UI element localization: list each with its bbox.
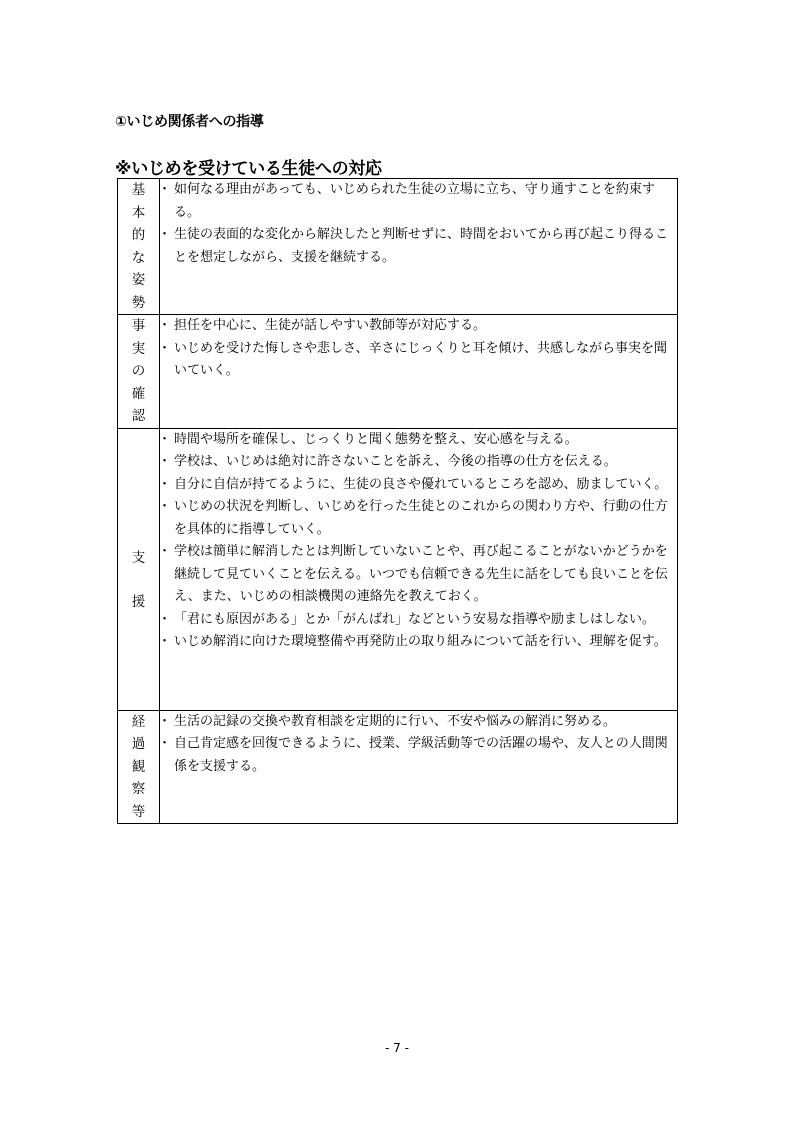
heading-char: 本 bbox=[131, 204, 146, 221]
list-item: ・ 時間や場所を確保し、じっくりと聞く態勢を整え、安心感を与える。 bbox=[160, 429, 677, 452]
heading-char: な bbox=[131, 249, 146, 266]
section-title: ①いじめ関係者への指導 bbox=[115, 114, 264, 130]
response-table bbox=[117, 178, 678, 824]
heading-char: 援 bbox=[131, 593, 146, 610]
row-body-basic-stance bbox=[160, 179, 678, 315]
row-body-support bbox=[160, 428, 678, 710]
heading-char: 等 bbox=[131, 803, 146, 820]
heading-char: 支 bbox=[131, 549, 146, 566]
table-row-follow-up bbox=[118, 710, 678, 824]
row-heading-support bbox=[118, 428, 160, 710]
heading-char: 観 bbox=[131, 758, 146, 775]
row-heading-follow-up bbox=[118, 710, 160, 824]
list-item: ・ いじめを受けた悔しさや悲しさ、辛さにじっくりと耳を傾け、共感しながら事実を聞いていく。 bbox=[160, 338, 677, 383]
list-item: ・ 生活の記録の交換や教育相談を定期的に行い、不安や悩みの解消に努める。 bbox=[160, 711, 677, 734]
row-heading-basic-stance bbox=[118, 179, 160, 315]
row-body-follow-up bbox=[160, 710, 678, 824]
table-row-fact-check bbox=[118, 315, 678, 429]
heading-char: の bbox=[131, 363, 146, 379]
table-row-support bbox=[118, 428, 678, 710]
heading-char: 過 bbox=[131, 736, 146, 752]
list-item: ・ 生徒の表面的な変化から解決したと判断せずに、時間をおいてから再び起こり得ることを想定しながら、支援を継続する。 bbox=[160, 224, 677, 269]
heading-char: 勢 bbox=[131, 294, 146, 311]
list-item: ・ いじめ解消に向けた環境整備や再発防止の取り組みについて話を行い、理解を促す。 bbox=[160, 631, 677, 654]
heading-char: 確 bbox=[131, 385, 146, 402]
heading-char: 実 bbox=[131, 340, 146, 357]
list-item: ・ いじめの状況を判断し、いじめを行った生徒とのこれからの関わり方や、行動の仕方を具体的に指導していく。 bbox=[160, 496, 677, 541]
list-item: ・ 「君にも原因がある」とか「がんばれ」などという安易な指導や励ましはしない。 bbox=[160, 609, 677, 632]
heading-char: 察 bbox=[131, 781, 146, 797]
list-item: ・ 学校は簡単に解消したとは判断していないことや、再び起こることがないかどうかを継続して見ていくことを伝える。いつでも信頼できる先生に話をしても良いことを伝え、また、いじめの相談機関の連絡先を教えておく。 bbox=[160, 541, 677, 609]
heading-char: 姿 bbox=[131, 272, 146, 288]
list-item: ・ 如何なる理由があっても、いじめられた生徒の立場に立ち、守り通すことを約束する。 bbox=[160, 179, 677, 224]
sub-title: ※いじめを受けている生徒への対応 bbox=[115, 159, 382, 179]
list-item: ・ 学校は、いじめは絶対に許さないことを訴え、今後の指導の仕方を伝える。 bbox=[160, 451, 677, 474]
list-item: ・ 担任を中心に、生徒が話しやすい教師等が対応する。 bbox=[160, 315, 677, 338]
row-heading-fact-check bbox=[118, 315, 160, 429]
heading-char: 認 bbox=[131, 408, 146, 424]
heading-char: 的 bbox=[131, 227, 146, 243]
heading-char: 基 bbox=[131, 182, 146, 198]
list-item: ・ 自己肯定感を回復できるように、授業、学級活動等での活躍の場や、友人との人間関係を支援する。 bbox=[160, 733, 677, 778]
row-body-fact-check bbox=[160, 315, 678, 429]
list-item: ・ 自分に自信が持てるように、生徒の良さや優れているところを認め、励ましていく。 bbox=[160, 474, 677, 497]
heading-char: 経 bbox=[131, 713, 146, 730]
table-row-basic-stance bbox=[118, 179, 678, 315]
page-number: - 7 - bbox=[385, 1041, 409, 1055]
heading-char: 事 bbox=[131, 318, 146, 334]
